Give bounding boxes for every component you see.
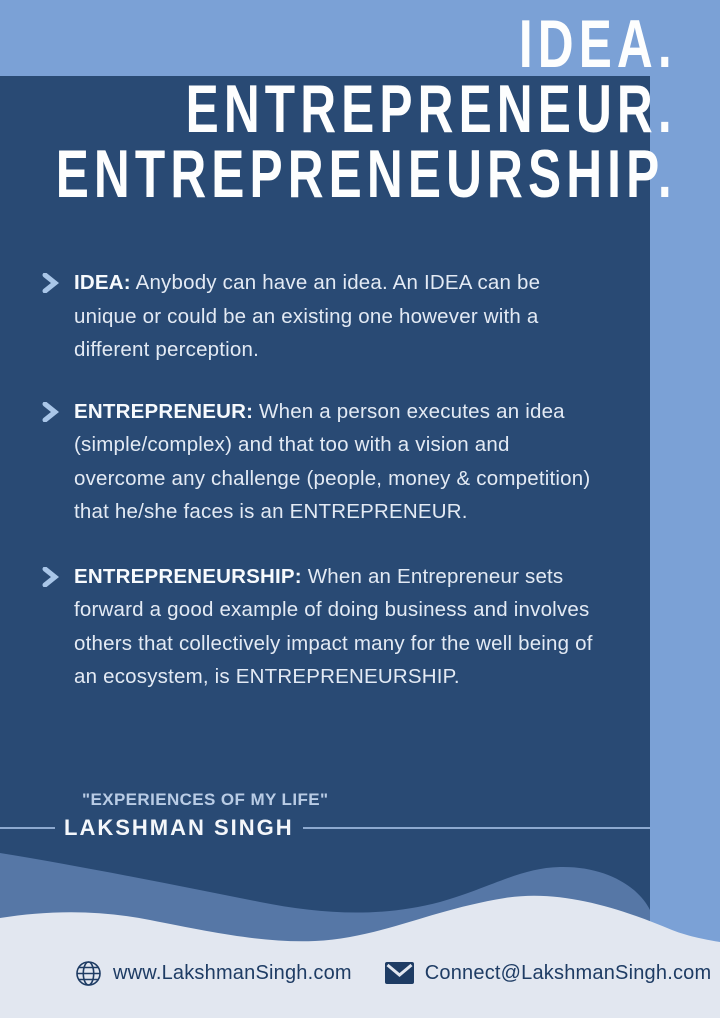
globe-icon [75,960,102,987]
quote-caption: "EXPERIENCES OF MY LIFE" [82,790,329,809]
title-line-entrepreneurship: ENTREPRENEURSHIP. [55,136,677,212]
list-item [42,560,627,694]
chevron-right-icon [42,402,62,422]
title-line-idea: IDEA. [519,6,677,82]
definition-entrepreneurship-lead: ENTREPRENEURSHIP: [74,564,302,588]
website-url[interactable]: www.LakshmanSingh.com [113,961,352,984]
page-title [0,6,677,212]
website-link[interactable] [75,960,352,987]
chevron-right-icon [42,273,62,293]
author-name: LAKSHMAN SINGH [64,815,294,840]
definition-entrepreneur-lead: ENTREPRENEUR: [74,399,254,423]
definition-idea [74,266,594,367]
list-item [42,395,627,529]
contact-footer [75,956,711,990]
definitions-list [42,266,627,694]
definition-entrepreneur-body: When a person executes an idea (simple/complex) and that too with a vision and overcome any challenge (people, money & competition) that he/she faces is an ENTREPRENEUR. [74,399,591,523]
email-link[interactable] [385,962,712,985]
list-item [42,266,627,367]
wave-decoration [0,840,720,1018]
definition-entrepreneurship [74,560,594,694]
author-row [0,815,650,841]
email-address[interactable]: Connect@LakshmanSingh.com [424,961,712,984]
definition-idea-body: Anybody can have an idea. An IDEA can be unique or could be an existing one however with a different perception. [74,271,541,361]
definition-entrepreneurship-body: When an Entrepreneur sets forward a good example of doing business and involves others that collectively impact many for the well being of an ecosystem, is ENTREPRENEURSHIP. [74,564,593,688]
chevron-right-icon [42,567,62,587]
divider-line [0,827,55,829]
definition-idea-lead: IDEA: [74,271,131,294]
envelope-icon [385,962,414,984]
title-line-entrepreneur: ENTREPRENEUR. [185,71,677,147]
divider-line [303,827,650,829]
definition-entrepreneur [74,395,594,529]
attribution-block [0,790,650,841]
